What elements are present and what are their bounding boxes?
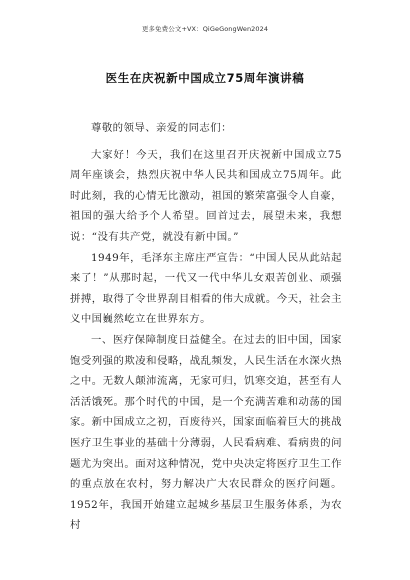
document-title: 医生在庆祝新中国成立75周年演讲稿 (105, 71, 305, 85)
body-paragraph: 1949年，毛泽东主席庄严宣告：“中国人民从此站起来了！”从那时起，一代又一代中华儿女艰苦创业、顽强拼搏，取得了令世界刮目相看的伟大成就。今天，社会主义中国巍然屹立在世界东方。 (70, 251, 342, 326)
body-paragraph: 大家好！今天，我们在这里召开庆祝新中国成立75周年座谈会，热烈庆祝中华人民共和国成立75周年。此时此刻，我的心情无比激动，祖国的繁荣富强令人自豪，祖国的强大给予个人希望。回首过去，展望未来，我想说：“没有共产党，就没有新中国。” (70, 148, 342, 243)
document-body (70, 118, 342, 536)
header-note: 更多免费公文+VX：QiGeGongWen2024 (141, 25, 269, 33)
body-paragraph: 一、医疗保障制度日益健全。在过去的旧中国，国家饱受列强的欺凌和侵略，战乱频发，人民生活在水深火热之中。无数人颠沛流离，无家可归，饥寒交迫，甚至有人活活饿死。那个时代的中国，是一个充满苦难和动荡的国家。新中国成立之初，百废待兴，国家面临着巨大的挑战医疗卫生事业的基础十分薄弱，人民看病难、看病贵的问题尤为突出。面对这种情况，党中央决定将医疗卫生工作的重点放在农村，努力解决广大农民群众的医疗问题。1952年，我国开始建立起城乡基层卫生服务体系，为农村 (70, 333, 342, 532)
salutation-paragraph: 尊敬的领导、亲爱的同志们： (91, 122, 232, 134)
